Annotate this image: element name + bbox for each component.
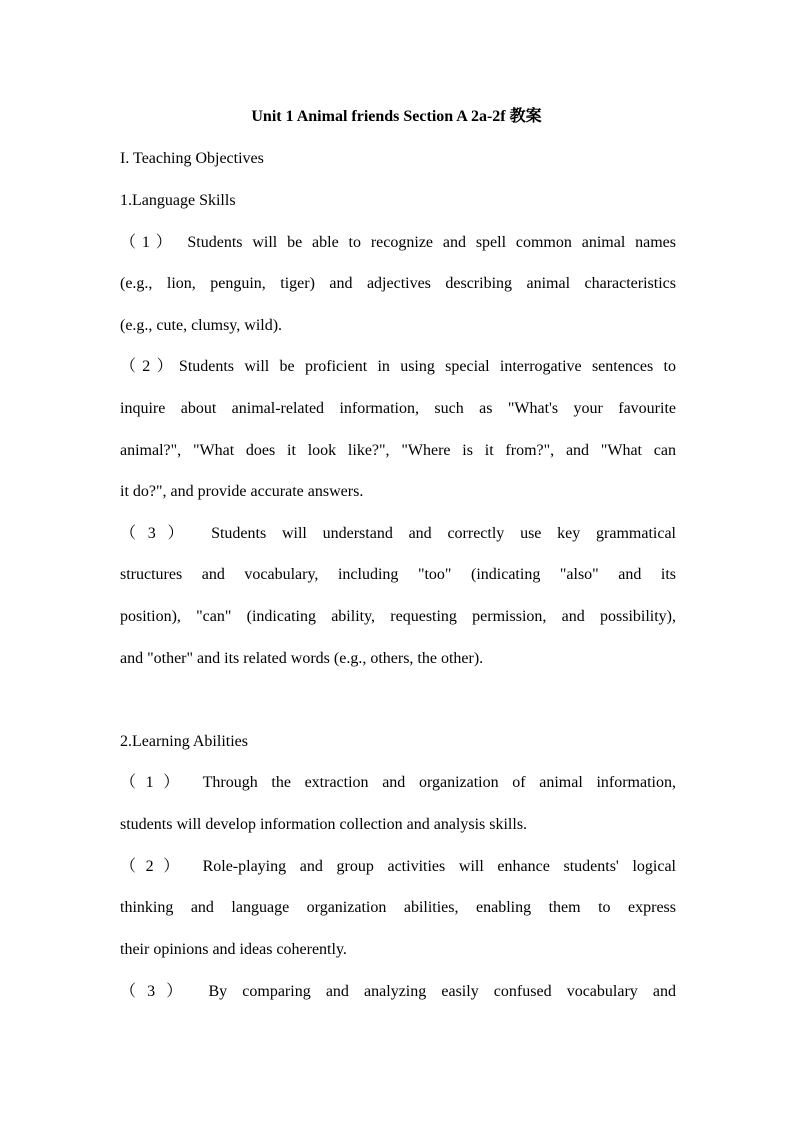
paragraph-line: (e.g., lion, penguin, tiger) and adjectives describing animal characteristics	[120, 275, 676, 292]
paragraph-line: inquire about animal-related information, such as "What's your favourite	[120, 400, 676, 417]
paragraph-line: （2）Students will be proficient in using special interrogative sentences to	[120, 358, 676, 375]
paragraph-line: students will develop information collection and analysis skills.	[120, 816, 528, 833]
paragraph-line: their opinions and ideas coherently.	[120, 941, 347, 958]
paragraph-line: （3） Students will understand and correctly use key grammatical	[120, 525, 676, 542]
paragraph-line: animal?", "What does it look like?", "Where is it from?", and "What can	[120, 442, 676, 459]
paragraph-line: it do?", and provide accurate answers.	[120, 483, 364, 500]
paragraph-line: （1） Students will be able to recognize and spell common animal names	[120, 234, 676, 251]
subsection-heading-learning-abilities: 2.Learning Abilities	[120, 733, 248, 750]
paragraph-line: (e.g., cute, clumsy, wild).	[120, 317, 283, 334]
section-heading: I. Teaching Objectives	[120, 150, 264, 167]
paragraph-line: thinking and language organization abilities, enabling them to express	[120, 899, 676, 916]
subsection-heading-language-skills: 1.Language Skills	[120, 192, 236, 209]
paragraph-line: position), "can" (indicating ability, requesting permission, and possibility),	[120, 608, 676, 625]
paragraph-line: structures and vocabulary, including "too" (indicating "also" and its	[120, 566, 676, 583]
paragraph-line: （3） By comparing and analyzing easily confused vocabulary and	[120, 983, 676, 1000]
document-title: Unit 1 Animal friends Section A 2a-2f 教案	[251, 108, 542, 125]
paragraph-line: （2） Role-playing and group activities will enhance students' logical	[120, 858, 676, 875]
paragraph-line: （1） Through the extraction and organization of animal information,	[120, 774, 676, 791]
paragraph-line: and "other" and its related words (e.g., others, the other).	[120, 650, 484, 667]
